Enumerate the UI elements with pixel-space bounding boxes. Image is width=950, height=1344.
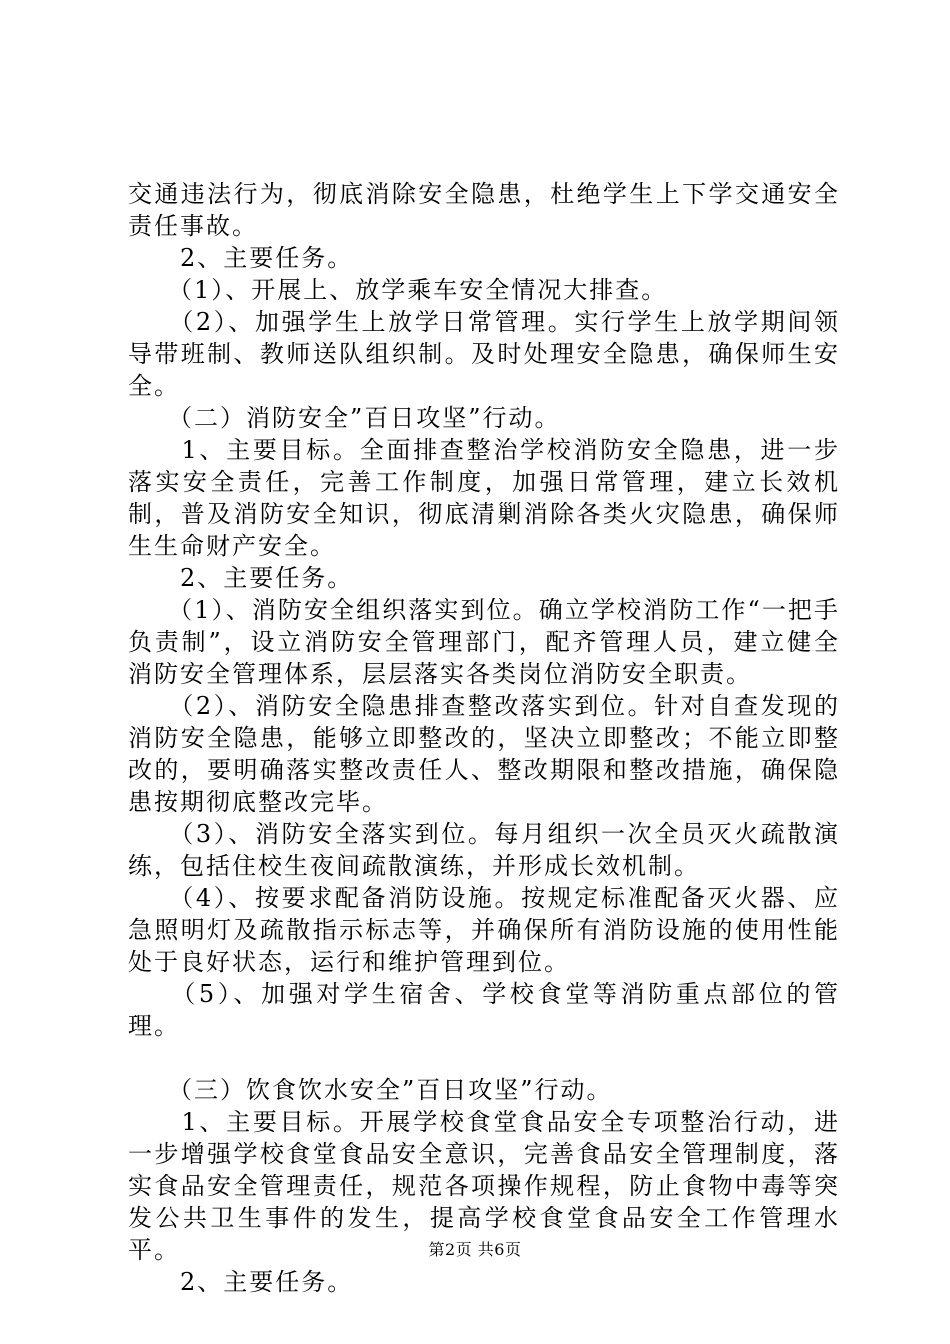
paragraph-fire-tasks-heading: 2、主要任务。: [128, 564, 354, 592]
paragraph-fire-goal: 1、主要目标。全面排查整治学校消防安全隐患，进一步落实安全责任，完善工作制度，加强日常管理，建立长效机制，普及消防安全知识，彻底清剿消除各类火灾隐患，确保师生生命财产安全。: [128, 436, 840, 560]
paragraph-fire-task-1: （1）、消防安全组织落实到位。确立学校消防工作“一把手负责制”，设立消防安全管理部门，配齐管理人员，建立健全消防安全管理体系，层层落实各类岗位消防安全职责。: [128, 596, 840, 688]
section-heading-fire-safety: （二）消防安全”百日攻坚”行动。: [128, 404, 561, 432]
paragraph-food-goal: 1、主要目标。开展学校食堂食品安全专项整治行动，进一步增强学校食堂食品安全意识，完善食品安全管理制度，落实食品安全管理责任，规范各项操作规程，防止食物中毒等突发公共卫生事件的发生，提高学校食堂食品安全工作管理水平。: [128, 1108, 840, 1264]
paragraph-fire-task-4: （4）、按要求配备消防设施。按规定标准配备灭火器、应急照明灯及疏散指示标志等，并确保所有消防设施的使用性能处于良好状态，运行和维护管理到位。: [128, 884, 840, 976]
paragraph-fire-task-2: （2）、消防安全隐患排查整改落实到位。针对自查发现的消防安全隐患，能够立即整改的，坚决立即整改；不能立即整改的，要明确落实整改责任人、整改期限和整改措施，确保隐患按期彻底整改完毕。: [128, 692, 840, 816]
paragraph-traffic-tasks-heading: 2、主要任务。: [128, 244, 354, 272]
paragraph-spacer: [128, 1042, 840, 1074]
paragraph-traffic-goal-end: 交通违法行为，彻底消除安全隐患，杜绝学生上下学交通安全责任事故。: [128, 180, 840, 240]
paragraph-traffic-task-2: （2）、加强学生上放学日常管理。实行学生上放学期间领导带班制、教师送队组织制。及时处理安全隐患，确保师生安全。: [128, 308, 840, 400]
page-number-footer: 第2页 共6页: [428, 1240, 522, 1259]
document-body: [128, 178, 840, 1298]
paragraph-fire-task-3: （3）、消防安全落实到位。每月组织一次全员灭火疏散演练，包括住校生夜间疏散演练，并形成长效机制。: [128, 820, 840, 880]
paragraph-traffic-task-1: （1）、开展上、放学乘车安全情况大排查。: [128, 276, 668, 304]
paragraph-fire-task-5: （5）、加强对学生宿舍、学校食堂等消防重点部位的管理。: [128, 980, 840, 1040]
paragraph-food-tasks-heading: 2、主要任务。: [128, 1268, 354, 1296]
section-heading-food-safety: （三）饮食饮水安全”百日攻坚”行动。: [128, 1076, 613, 1104]
